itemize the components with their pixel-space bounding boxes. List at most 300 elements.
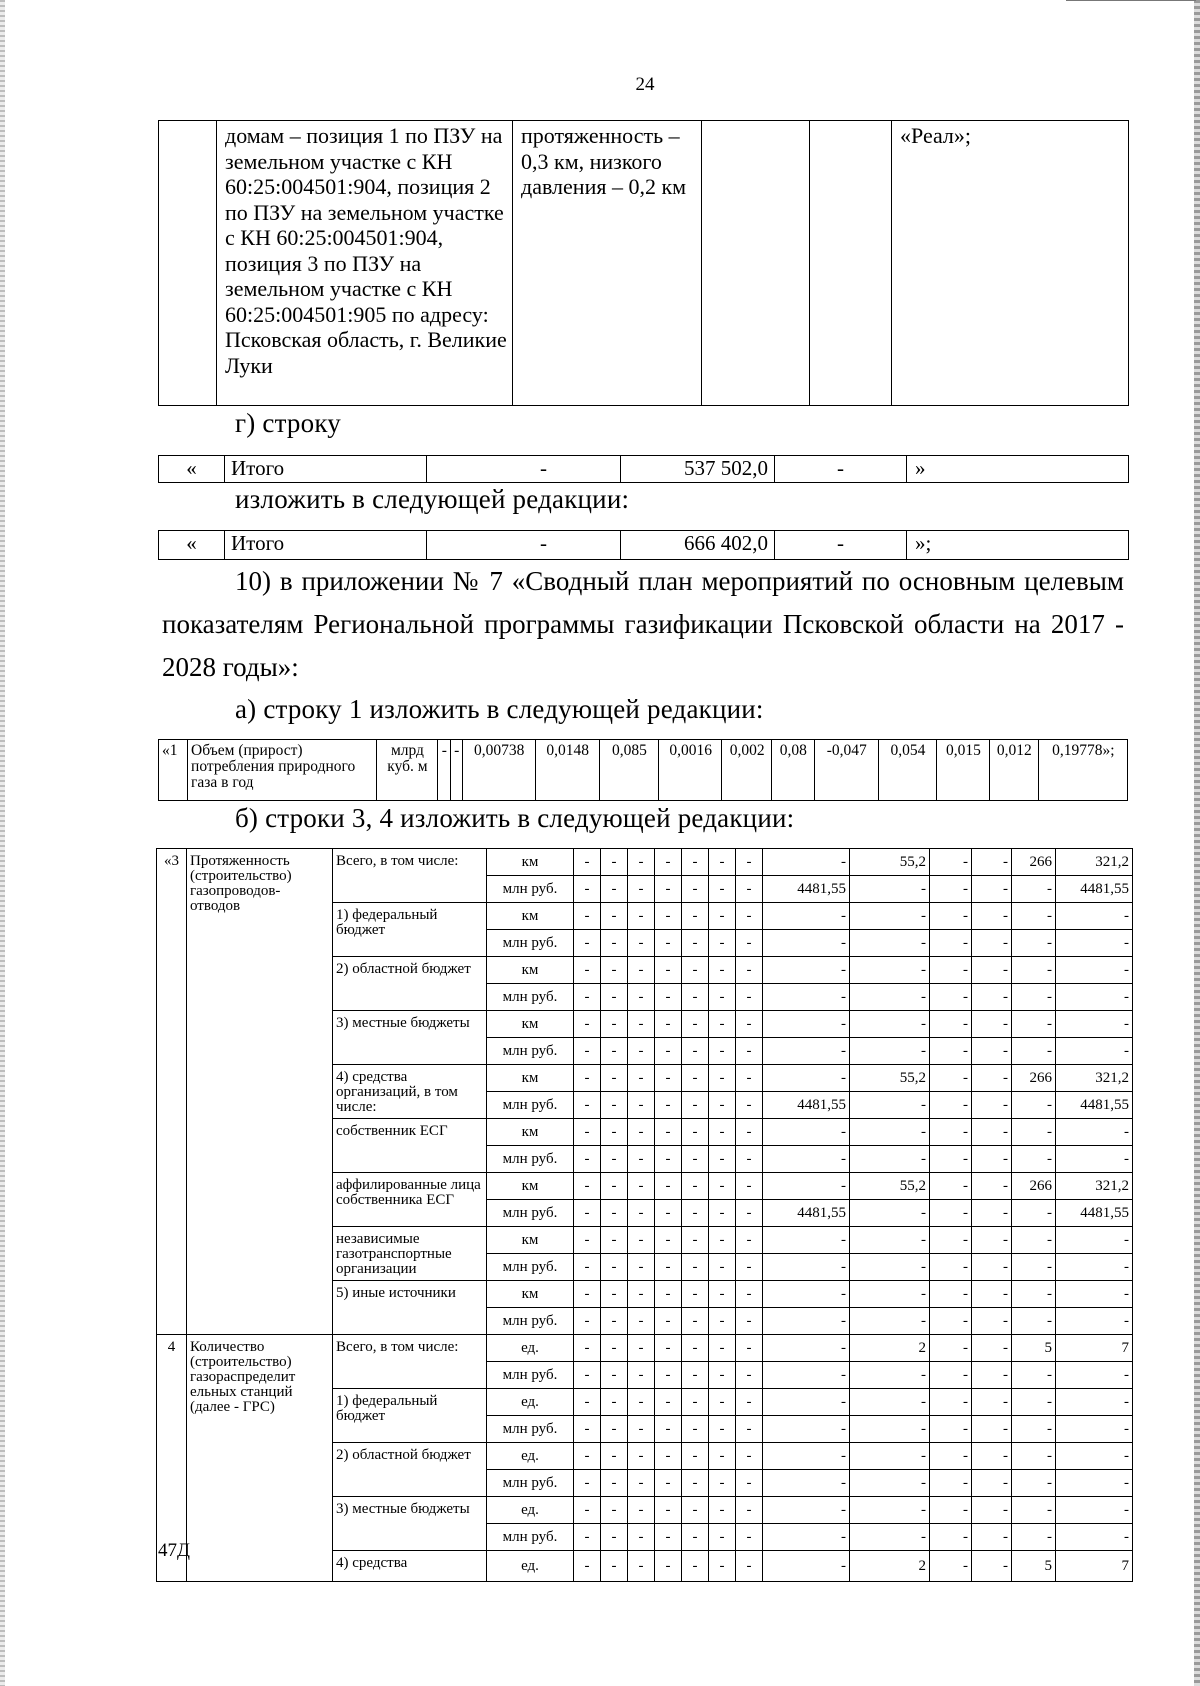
value-cell: -	[850, 1308, 930, 1335]
value-cell: -	[655, 957, 682, 984]
value-cell: -	[763, 1497, 850, 1524]
unit-cell: ед.	[487, 1389, 574, 1416]
value-cell: -	[682, 1551, 709, 1582]
close-quote: »;	[907, 531, 1129, 560]
value-cell: -	[736, 1281, 763, 1308]
unit-cell: млн руб.	[487, 1470, 574, 1497]
value-cell: -	[736, 984, 763, 1011]
value-cell: -	[930, 876, 972, 903]
value-cell: -	[601, 876, 628, 903]
value-cell: -	[930, 1470, 972, 1497]
value-cell: -	[930, 1497, 972, 1524]
value-cell: -	[601, 1254, 628, 1281]
value-cell: 5	[1012, 1335, 1056, 1362]
value-cell: -	[574, 1443, 601, 1470]
value-cell: -	[574, 1389, 601, 1416]
total-dash: -	[775, 456, 907, 483]
value-cell: -	[628, 903, 655, 930]
value-cell: -	[709, 1497, 736, 1524]
value-cell: -	[682, 1362, 709, 1389]
value-cell: 266	[1012, 849, 1056, 876]
value-cell: -	[1012, 930, 1056, 957]
value-cell: -	[628, 1200, 655, 1227]
funding-source-label: Всего, в том числе:	[333, 849, 487, 903]
value-cell: -	[628, 1065, 655, 1092]
funding-source-label: 1) федеральный бюджет	[333, 1389, 487, 1443]
value-cell: -	[930, 1551, 972, 1582]
value-cell: -	[972, 1389, 1012, 1416]
value-cell: -	[930, 1524, 972, 1551]
value-cell: -	[930, 1092, 972, 1119]
value-cell: -	[628, 1146, 655, 1173]
value-cell: -	[930, 930, 972, 957]
value-cell: -	[930, 1065, 972, 1092]
value-cell: -	[763, 1146, 850, 1173]
value-cell: -	[1056, 1470, 1133, 1497]
total-label: Итого	[225, 531, 427, 560]
value-cell: -	[682, 1254, 709, 1281]
row-1-value: 0,012	[989, 740, 1038, 801]
value-cell: 4481,55	[763, 876, 850, 903]
value-cell: -	[655, 1443, 682, 1470]
value-cell: -	[736, 1065, 763, 1092]
value-cell: -	[574, 1335, 601, 1362]
unit-cell: ед.	[487, 1443, 574, 1470]
value-cell: -	[972, 1362, 1012, 1389]
unit-cell: км	[487, 903, 574, 930]
value-cell: -	[574, 1551, 601, 1582]
value-cell: -	[736, 1200, 763, 1227]
total-value: 537 502,0	[621, 456, 775, 483]
value-cell: -	[736, 1470, 763, 1497]
value-cell: -	[628, 1011, 655, 1038]
value-cell: -	[709, 1281, 736, 1308]
unit-label: млрд куб. м	[376, 740, 437, 801]
value-cell: -	[574, 1362, 601, 1389]
value-cell: -	[763, 1551, 850, 1582]
value-cell: -	[655, 1119, 682, 1146]
value-cell: -	[763, 1254, 850, 1281]
value-cell: -	[972, 1308, 1012, 1335]
value-cell: -	[574, 1011, 601, 1038]
value-cell: -	[601, 1362, 628, 1389]
value-cell: -	[736, 1551, 763, 1582]
funding-source-label: 4) средства	[333, 1551, 487, 1582]
value-cell: -	[574, 1470, 601, 1497]
funding-source-label: собственник ЕСГ	[333, 1119, 487, 1173]
value-cell: -	[682, 1092, 709, 1119]
value-cell: -	[574, 1308, 601, 1335]
row-number: «1	[159, 740, 188, 801]
value-cell: -	[930, 1416, 972, 1443]
value-cell: -	[736, 1038, 763, 1065]
value-cell: -	[628, 957, 655, 984]
value-cell: -	[850, 1092, 930, 1119]
value-cell: -	[1056, 1227, 1133, 1254]
value-cell: -	[763, 1119, 850, 1146]
value-cell: -	[972, 876, 1012, 903]
value-cell: -	[655, 849, 682, 876]
value-cell: 7	[1056, 1335, 1133, 1362]
value-cell: -	[655, 1011, 682, 1038]
value-cell: -	[930, 1443, 972, 1470]
value-cell: -	[574, 1200, 601, 1227]
value-cell: -	[628, 930, 655, 957]
value-cell: -	[601, 957, 628, 984]
value-cell: -	[682, 1497, 709, 1524]
value-cell: -	[736, 1308, 763, 1335]
value-cell: -	[655, 1227, 682, 1254]
value-cell: -	[1012, 1443, 1056, 1470]
value-cell: -	[628, 984, 655, 1011]
funding-source-label: 4) средства организаций, в том числе:	[333, 1065, 487, 1119]
value-cell: -	[682, 1416, 709, 1443]
value-cell: -	[972, 930, 1012, 957]
unit-cell: млн руб.	[487, 1254, 574, 1281]
value-cell: -	[972, 1092, 1012, 1119]
value-cell: -	[763, 1281, 850, 1308]
value-cell: -	[655, 1308, 682, 1335]
value-cell: -	[972, 1470, 1012, 1497]
value-cell: -	[628, 1092, 655, 1119]
unit-cell: млн руб.	[487, 876, 574, 903]
value-cell: -	[574, 1254, 601, 1281]
value-cell: -	[736, 1254, 763, 1281]
funding-source-label: 3) местные бюджеты	[333, 1497, 487, 1551]
funding-source-label: независимые газотранспортные организации	[333, 1227, 487, 1281]
value-cell: -	[972, 1119, 1012, 1146]
value-cell: -	[736, 1416, 763, 1443]
value-cell: -	[628, 1254, 655, 1281]
value-cell: -	[574, 876, 601, 903]
value-cell: -	[709, 984, 736, 1011]
value-cell: -	[972, 1011, 1012, 1038]
footer-code: 47Д	[158, 1540, 190, 1561]
value-cell: -	[850, 1470, 930, 1497]
total-dash: -	[775, 531, 907, 560]
value-cell: -	[972, 1227, 1012, 1254]
value-cell: -	[1012, 1389, 1056, 1416]
value-cell: -	[601, 903, 628, 930]
value-cell: -	[1012, 903, 1056, 930]
value-cell: -	[850, 1416, 930, 1443]
value-cell: -	[972, 1551, 1012, 1582]
close-quote: »	[907, 456, 1129, 483]
total-dash: -	[427, 531, 621, 560]
row-1-value: 0,00738	[462, 740, 535, 801]
value-cell: -	[763, 1389, 850, 1416]
unit-cell: млн руб.	[487, 984, 574, 1011]
value-cell: -	[763, 1416, 850, 1443]
value-cell: -	[601, 1065, 628, 1092]
unit-cell: млн руб.	[487, 1524, 574, 1551]
value-cell: -	[736, 1092, 763, 1119]
value-cell: -	[763, 1524, 850, 1551]
value-cell: -	[574, 1092, 601, 1119]
row-1-value: 0,0148	[535, 740, 599, 801]
value-cell: -	[655, 930, 682, 957]
value-cell: 4481,55	[763, 1200, 850, 1227]
value-cell: -	[655, 1092, 682, 1119]
value-cell: -	[655, 984, 682, 1011]
value-cell: -	[709, 1335, 736, 1362]
value-cell: -	[709, 876, 736, 903]
value-cell: 2	[850, 1551, 930, 1582]
funding-source-label: 5) иные источники	[333, 1281, 487, 1335]
value-cell: -	[1012, 1146, 1056, 1173]
value-cell: -	[574, 849, 601, 876]
value-cell: -	[655, 1173, 682, 1200]
value-cell: -	[1012, 1470, 1056, 1497]
value-cell: -	[736, 1011, 763, 1038]
continuation-table	[158, 120, 1129, 406]
total-label: Итого	[225, 456, 427, 483]
value-cell: -	[709, 1200, 736, 1227]
organization: «Реал»;	[892, 121, 1129, 406]
value-cell: -	[655, 1200, 682, 1227]
value-cell: -	[736, 876, 763, 903]
funding-source-label: 2) областной бюджет	[333, 1443, 487, 1497]
value-cell: -	[682, 876, 709, 903]
value-cell: -	[850, 957, 930, 984]
value-cell: -	[574, 1146, 601, 1173]
value-cell: -	[709, 957, 736, 984]
value-cell: -	[930, 1119, 972, 1146]
value-cell: -	[628, 1551, 655, 1582]
value-cell: -	[850, 1443, 930, 1470]
value-cell: -	[574, 1281, 601, 1308]
value-cell: -	[628, 1470, 655, 1497]
value-cell: -	[601, 1443, 628, 1470]
value-cell: -	[682, 1119, 709, 1146]
value-cell: -	[1012, 1524, 1056, 1551]
row-1-value: 0,015	[937, 740, 990, 801]
value-cell: -	[1012, 1308, 1056, 1335]
value-cell: -	[682, 930, 709, 957]
value-cell: 4481,55	[763, 1092, 850, 1119]
value-cell: -	[1012, 876, 1056, 903]
value-cell: -	[682, 849, 709, 876]
value-cell: -	[1012, 1200, 1056, 1227]
value-cell: -	[972, 1254, 1012, 1281]
unit-cell: км	[487, 1119, 574, 1146]
value-cell: -	[601, 1416, 628, 1443]
value-cell: -	[709, 849, 736, 876]
value-cell: 5	[1012, 1551, 1056, 1582]
value-cell: -	[628, 1416, 655, 1443]
value-cell: -	[763, 957, 850, 984]
open-quote: «	[159, 456, 225, 483]
open-quote: «	[159, 531, 225, 560]
value-cell: -	[655, 1389, 682, 1416]
value-cell: 7	[1056, 1551, 1133, 1582]
value-cell: -	[682, 1470, 709, 1497]
object-description: домам – позиция 1 по ПЗУ на земельном участке с КН 60:25:004501:904, позиция 2 по ПЗУ на земельном участке с КН 60:25:004501:904, позиция 3 по ПЗУ на земельном участке с КН 60:25:004501:905 по адресу: Псковская область, г. Великие Луки	[217, 121, 513, 406]
value-cell: -	[763, 1335, 850, 1362]
value-cell: -	[736, 849, 763, 876]
scan-edge-left	[0, 0, 5, 1686]
value-cell: -	[601, 1497, 628, 1524]
value-cell: -	[628, 1281, 655, 1308]
value-cell: -	[601, 1335, 628, 1362]
row-1-value: -0,047	[814, 740, 878, 801]
value-cell: -	[736, 1227, 763, 1254]
value-cell: -	[628, 1524, 655, 1551]
value-cell: -	[709, 1470, 736, 1497]
value-cell: -	[1056, 1416, 1133, 1443]
cell-empty	[702, 121, 810, 406]
value-cell: -	[574, 930, 601, 957]
value-cell: -	[850, 1200, 930, 1227]
value-cell: -	[601, 1011, 628, 1038]
value-cell: -	[1012, 1038, 1056, 1065]
value-cell: -	[574, 1497, 601, 1524]
value-cell: -	[601, 1308, 628, 1335]
value-cell: -	[930, 1308, 972, 1335]
value-cell: -	[709, 1173, 736, 1200]
value-cell: -	[628, 1389, 655, 1416]
value-cell: -	[736, 1443, 763, 1470]
value-cell: -	[1012, 1416, 1056, 1443]
value-cell: -	[930, 1254, 972, 1281]
value-cell: -	[601, 1119, 628, 1146]
value-cell: -	[682, 903, 709, 930]
b-heading: б) строки 3, 4 изложить в следующей редакции:	[235, 803, 795, 833]
value-cell: -	[682, 1281, 709, 1308]
value-cell: -	[682, 1389, 709, 1416]
value-cell: -	[1012, 957, 1056, 984]
value-cell: -	[1012, 984, 1056, 1011]
value-cell: -	[628, 1335, 655, 1362]
value-cell: -	[930, 1227, 972, 1254]
targets-table	[156, 848, 1133, 1582]
value-cell: -	[930, 1281, 972, 1308]
value-cell: -	[850, 1497, 930, 1524]
unit-cell: млн руб.	[487, 1092, 574, 1119]
unit-cell: ед.	[487, 1551, 574, 1582]
value-cell: -	[709, 1038, 736, 1065]
unit-cell: млн руб.	[487, 1362, 574, 1389]
value-cell: -	[709, 1065, 736, 1092]
funding-source-label: 2) областной бюджет	[333, 957, 487, 1011]
value-cell: -	[930, 1335, 972, 1362]
value-cell: -	[850, 876, 930, 903]
scan-corner-mark	[1066, 0, 1196, 1]
value-cell: -	[736, 1173, 763, 1200]
value-cell: -	[655, 1551, 682, 1582]
value-cell: -	[601, 1146, 628, 1173]
row-1-table	[158, 739, 1128, 801]
value-cell: -	[763, 1011, 850, 1038]
value-cell: -	[763, 1470, 850, 1497]
value-cell: 2	[850, 1335, 930, 1362]
row-1-value: -	[438, 740, 450, 801]
value-cell: -	[1012, 1011, 1056, 1038]
value-cell: -	[655, 903, 682, 930]
value-cell: -	[930, 1011, 972, 1038]
value-cell: -	[972, 1281, 1012, 1308]
unit-cell: км	[487, 1227, 574, 1254]
value-cell: -	[930, 903, 972, 930]
paragraph-10: 10) в приложении № 7 «Сводный план мероприятий по основным целевым показателям Региональной программы газификации Псковской области на 2017 - 2028 годы»:	[162, 566, 1124, 682]
value-cell: -	[682, 1065, 709, 1092]
value-cell: 4481,55	[1056, 876, 1133, 903]
value-cell: -	[1056, 903, 1133, 930]
group-number: «3	[157, 849, 187, 1335]
value-cell: -	[1012, 1254, 1056, 1281]
value-cell: -	[682, 1308, 709, 1335]
value-cell: -	[655, 1038, 682, 1065]
value-cell: -	[709, 1227, 736, 1254]
value-cell: -	[628, 1119, 655, 1146]
value-cell: -	[930, 1146, 972, 1173]
funding-source-label: 3) местные бюджеты	[333, 1011, 487, 1065]
unit-cell: млн руб.	[487, 1038, 574, 1065]
value-cell: -	[972, 957, 1012, 984]
value-cell: -	[763, 1443, 850, 1470]
value-cell: -	[709, 1146, 736, 1173]
value-cell: -	[682, 1011, 709, 1038]
value-cell: -	[763, 1173, 850, 1200]
value-cell: -	[1056, 1389, 1133, 1416]
unit-cell: км	[487, 957, 574, 984]
value-cell: -	[763, 1038, 850, 1065]
unit-cell: млн руб.	[487, 930, 574, 957]
value-cell: -	[850, 1362, 930, 1389]
row-1-value: -	[450, 740, 462, 801]
value-cell: -	[972, 1524, 1012, 1551]
value-cell: -	[601, 849, 628, 876]
value-cell: -	[574, 1173, 601, 1200]
value-cell: -	[682, 1146, 709, 1173]
value-cell: -	[628, 1038, 655, 1065]
value-cell: -	[850, 1119, 930, 1146]
value-cell: -	[850, 1389, 930, 1416]
value-cell: -	[709, 1362, 736, 1389]
value-cell: -	[930, 1389, 972, 1416]
cell-empty	[159, 121, 217, 406]
value-cell: -	[930, 1038, 972, 1065]
value-cell: -	[763, 930, 850, 957]
group-indicator: Количество (строительство) газораспределит ельных станций (далее - ГРС)	[187, 1335, 333, 1582]
value-cell: -	[763, 1227, 850, 1254]
value-cell: -	[930, 1173, 972, 1200]
row-1-value: 0,054	[878, 740, 936, 801]
unit-cell: км	[487, 849, 574, 876]
value-cell: -	[1056, 1308, 1133, 1335]
group-number: 4	[157, 1335, 187, 1582]
value-cell: -	[601, 1038, 628, 1065]
group-indicator: Протяженность (строительство) газопроводов-отводов	[187, 849, 333, 1335]
value-cell: -	[655, 1065, 682, 1092]
new-total-row	[158, 530, 1129, 560]
value-cell: -	[850, 1254, 930, 1281]
value-cell: 4481,55	[1056, 1092, 1133, 1119]
value-cell: -	[736, 1497, 763, 1524]
value-cell: -	[574, 1524, 601, 1551]
value-cell: 55,2	[850, 1065, 930, 1092]
value-cell: -	[1056, 1524, 1133, 1551]
value-cell: -	[736, 930, 763, 957]
value-cell: -	[574, 957, 601, 984]
value-cell: -	[682, 1200, 709, 1227]
value-cell: -	[736, 957, 763, 984]
value-cell: -	[1056, 930, 1133, 957]
total-dash: -	[427, 456, 621, 483]
value-cell: -	[850, 1011, 930, 1038]
value-cell: 4481,55	[1056, 1200, 1133, 1227]
value-cell: 321,2	[1056, 1173, 1133, 1200]
